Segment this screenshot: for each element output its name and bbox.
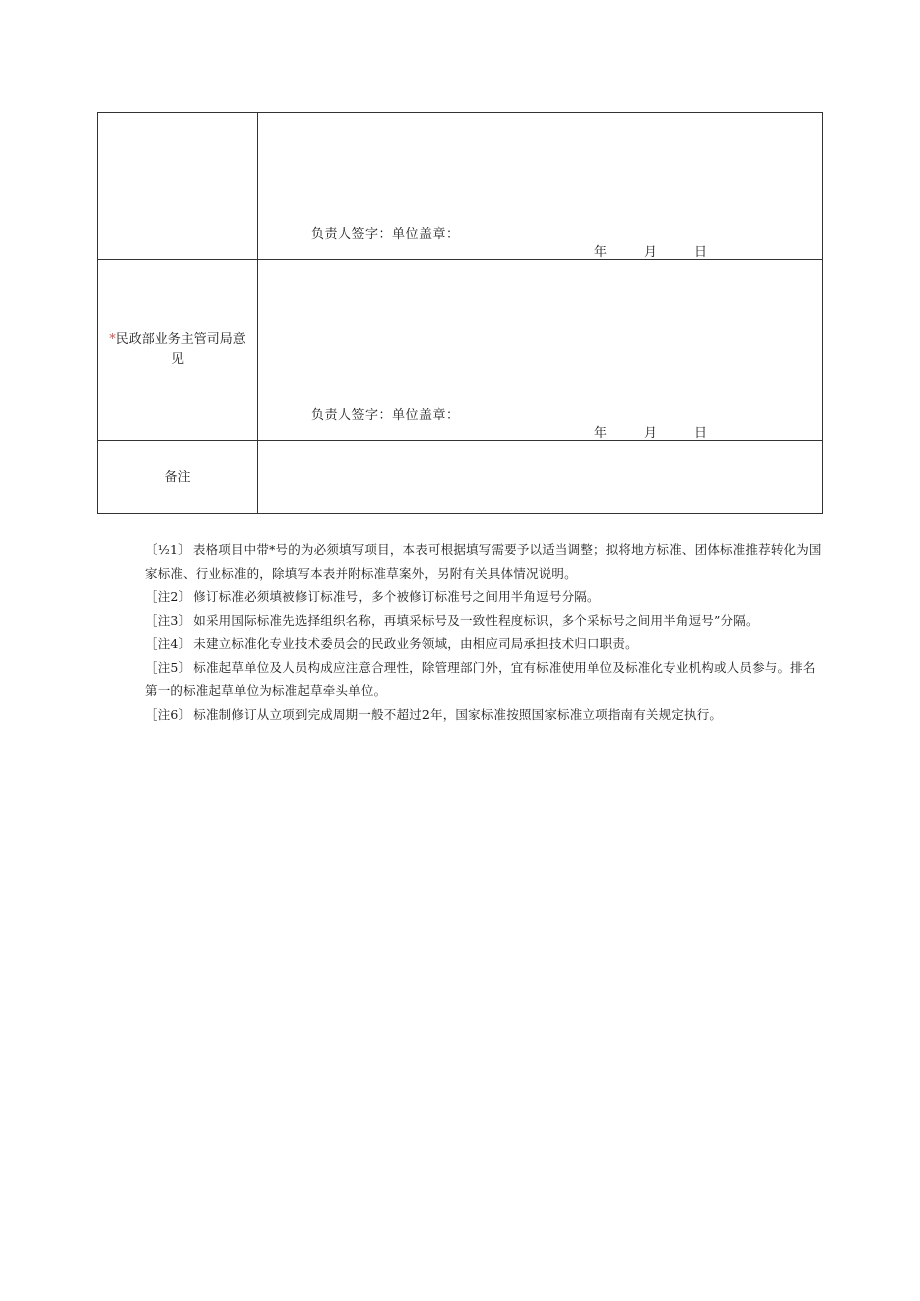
notes-section: [145, 538, 825, 726]
row-label-text: 民政部业务主管司局意见: [115, 332, 246, 367]
note-tag: ［注4〕: [145, 636, 192, 651]
row-label-content: [106, 330, 249, 370]
date-line: [594, 422, 707, 441]
signature-line: 负责人签字：单位盖章：: [311, 408, 460, 423]
row-label-remarks: [98, 441, 258, 514]
row-label: [98, 113, 258, 259]
row-label-text: 备注: [164, 469, 191, 485]
table-row: [98, 260, 822, 441]
note-text: 如采用国际标准先选择组织名称，再填采标号及一致性程度标识，多个采标号之间用半角逗号”分隔。: [193, 612, 759, 628]
note-text: 修订标准必须填被修订标准号，多个被修订标准号之间用半角逗号分隔。: [193, 589, 600, 604]
note-text: 表格项目中带*号的为必须填写项目，本表可根据填写需要予以适当调整；拟将地方标准、团体标准推荐转化为国家标准、行业标准的，除填写本表并附标准草案外，另附有关具体情况说明。: [145, 542, 822, 581]
table-row: [98, 113, 822, 260]
date-day-label: 日: [694, 245, 708, 260]
note-item: [145, 703, 825, 727]
table-row: [98, 441, 822, 514]
note-text: 标准制修订从立项到完成周期一般不超过2年，国家标准按照国家标准立项指南有关规定执行。: [193, 706, 723, 722]
note-item: [145, 585, 825, 609]
note-tag: 〔½1〕: [145, 542, 191, 557]
row-label-ministry-opinion: [98, 260, 258, 440]
note-item: [145, 656, 825, 703]
remarks-field[interactable]: [258, 441, 822, 514]
date-line: [594, 241, 707, 260]
date-month-label: 月: [644, 426, 658, 441]
note-item: [145, 632, 825, 656]
date-month-label: 月: [644, 245, 658, 260]
approval-form-table: [97, 112, 823, 514]
note-item: [145, 538, 825, 585]
opinion-field[interactable]: [258, 113, 822, 259]
note-text: 未建立标准化专业技术委员会的民政业务领域，由相应司局承担技术归口职责。: [193, 636, 638, 651]
date-year-label: 年: [594, 245, 608, 260]
note-tag: ［注3〕: [145, 612, 192, 628]
note-tag: ［注6〕: [145, 706, 192, 722]
note-item: [145, 609, 825, 633]
required-mark: *: [109, 332, 116, 347]
note-tag: ［注2〕: [145, 589, 192, 604]
signature-line: 负责人签字：单位盖章：: [311, 227, 460, 242]
note-tag: ［注5〕: [145, 659, 192, 675]
ministry-opinion-field[interactable]: [258, 260, 822, 440]
date-day-label: 日: [694, 426, 708, 441]
note-text: 标准起草单位及人员构成应注意合理性，除管理部门外，宜有标准使用单位及标准化专业机构或人员参与。排名第一的标准起草单位为标准起草牵头单位。: [145, 659, 816, 698]
date-year-label: 年: [594, 426, 608, 441]
